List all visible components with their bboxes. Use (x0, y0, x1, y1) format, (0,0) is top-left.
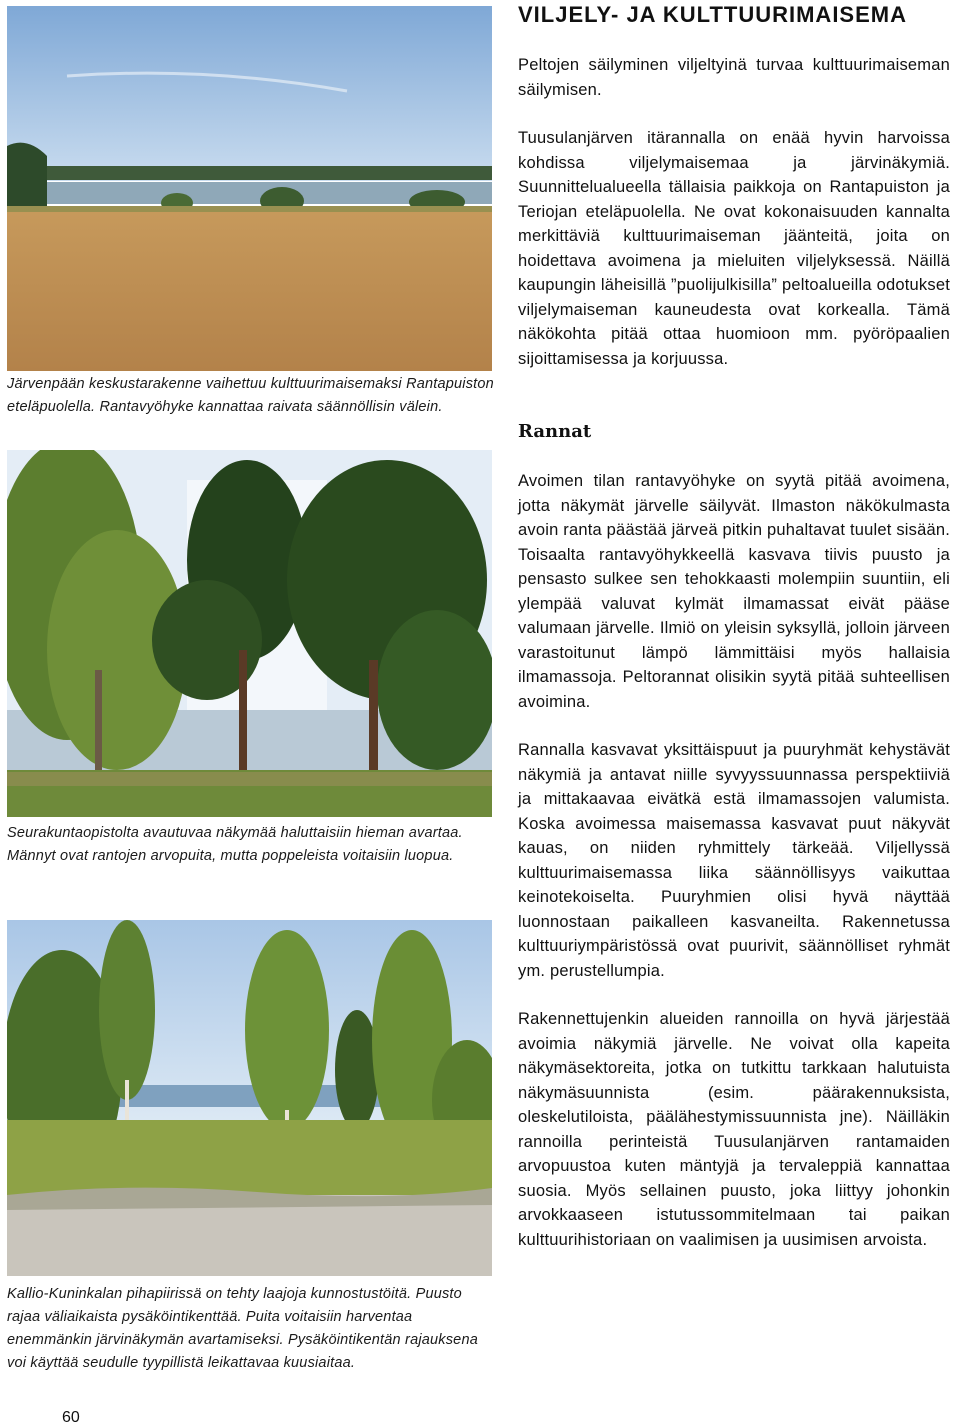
section-heading: VILJELY- JA KULTTUURIMAISEMA (518, 2, 907, 27)
text-column-top (518, 53, 950, 371)
photo-wheat-field (7, 6, 492, 371)
page-number: 60 (62, 1409, 80, 1426)
photo-birch-parking (7, 920, 492, 1276)
section-subheading: Rannat (518, 421, 592, 442)
paragraph: Rannalla kasvavat yksittäispuut ja puuryhmät kehystävät näkymiä ja antavat niille syvyyssuunnassa perspektiiviä ja mittakaavaa eivätkä estä ilmamassojen valumista. Koska avoimessa maisemassa kasvavat puut näkyvät kauas, on niiden ryhmittely tärkeää. Viljellyssä kulttuurimaisemassa liika säännöllisyys vaikuttaa keinotekoiselta. Puuryhmien olisi hyvä näyttää luonnostaan paikalleen kasvaneilta. Rakennetussa kulttuuriympäristössä ovat puurivit, säännölliset ryhmät ym. perustellumpia. (518, 741, 950, 980)
paragraph: Peltojen säilyminen viljeltyinä turvaa kulttuurimaiseman säilymisen. (518, 56, 950, 99)
paragraph: Rakennettujenkin alueiden rannoilla on hyvä järjestää avoimia näkymiä järvelle. Ne voivat olla kapeita näkymäsektoreita, jotka on tutkittu tarkkaan halutuista näkymäsuunnista (esim. päärakennuksista, oleskelutiloista, päälähestymissuunnista jne). Näilläkin rannoilla perinteistä Tuusulanjärven rantamaiden arvopuustoa kuten mäntyjä ja tervaleppiä kannattaa suosia. Myös sellainen puusto, joka liittyy johonkin arvokkaaseen istutussommitelmaan tai paikan kulttuurihistoriaan on vaalimisen ja uusimisen arvoista. (518, 1010, 950, 1249)
paragraph: Tuusulanjärven itärannalla on enää hyvin harvoissa kohdissa viljelymaisemaa ja järvinäkymiä. Suunnittelualueella tällaisia paikkoja on Rantapuiston ja Teriojan eteläpuolella. Ne ovat kokonaisuuden kannalta merkittäviä kulttuurimaiseman jäänteitä, joita on hoidettava avoimena ja mieluiten viljelyksessä. Näillä kaupungin läheisillä ”puolijulkisilla” peltoalueilla odotukset viljelymaiseman kauneudesta ovat korkealla. Tämä näkökohta pitää ottaa huomioon mm. pyöröpaalien sijoittamisessa ja korjuussa. (518, 129, 950, 368)
photo-pine-shore (7, 450, 492, 817)
photo-caption: Kallio-Kuninkalan pihapiirissä on tehty laajoja kunnostustöitä. Puusto rajaa väliaikaista pysäköintikenttää. Puita voitaisiin harventaa enemmänkin järvinäkymän avartamiseksi. Pysäköintikentän rajauksena voi käyttää seudulle tyypillistä leikattavaa kuusiaitaa. (7, 1286, 478, 1371)
photo-caption: Seurakuntaopistolta avautuvaa näkymää haluttaisiin hieman avartaa. Männyt ovat rantojen arvopuita, mutta poppeleista voitaisiin luopua. (7, 825, 463, 864)
text-column-bottom (518, 469, 950, 1252)
paragraph: Avoimen tilan rantavyöhyke on syytä pitää avoimena, jotta näkymät järvelle säilyvät. Ilmaston näkökulmasta avoin ranta päästää järveä pitkin puhaltavat tuulet sisään. Toisaalta rantavyöhykkeellä kasvava tiivis puusto ja pensasto sulkee sen tehokkaasti molempiin suuntiin, eli ylempää valuvat kylmät ilmamassat eivät pääse valumaan järvelle. Ilmiö on yleisin syksyllä, jolloin järveen varastoitunut lämpö lämmittäisi myös hallaisia ilmamassoja. Peltorannat olisikin syytä pitää suhteellisen avoimina. (518, 472, 950, 711)
photo-caption: Järvenpään keskustarakenne vaihettuu kulttuurimaisemaksi Rantapuiston eteläpuolella. Rantavyöhyke kannattaa raivata säännöllisin välein. (7, 376, 494, 415)
